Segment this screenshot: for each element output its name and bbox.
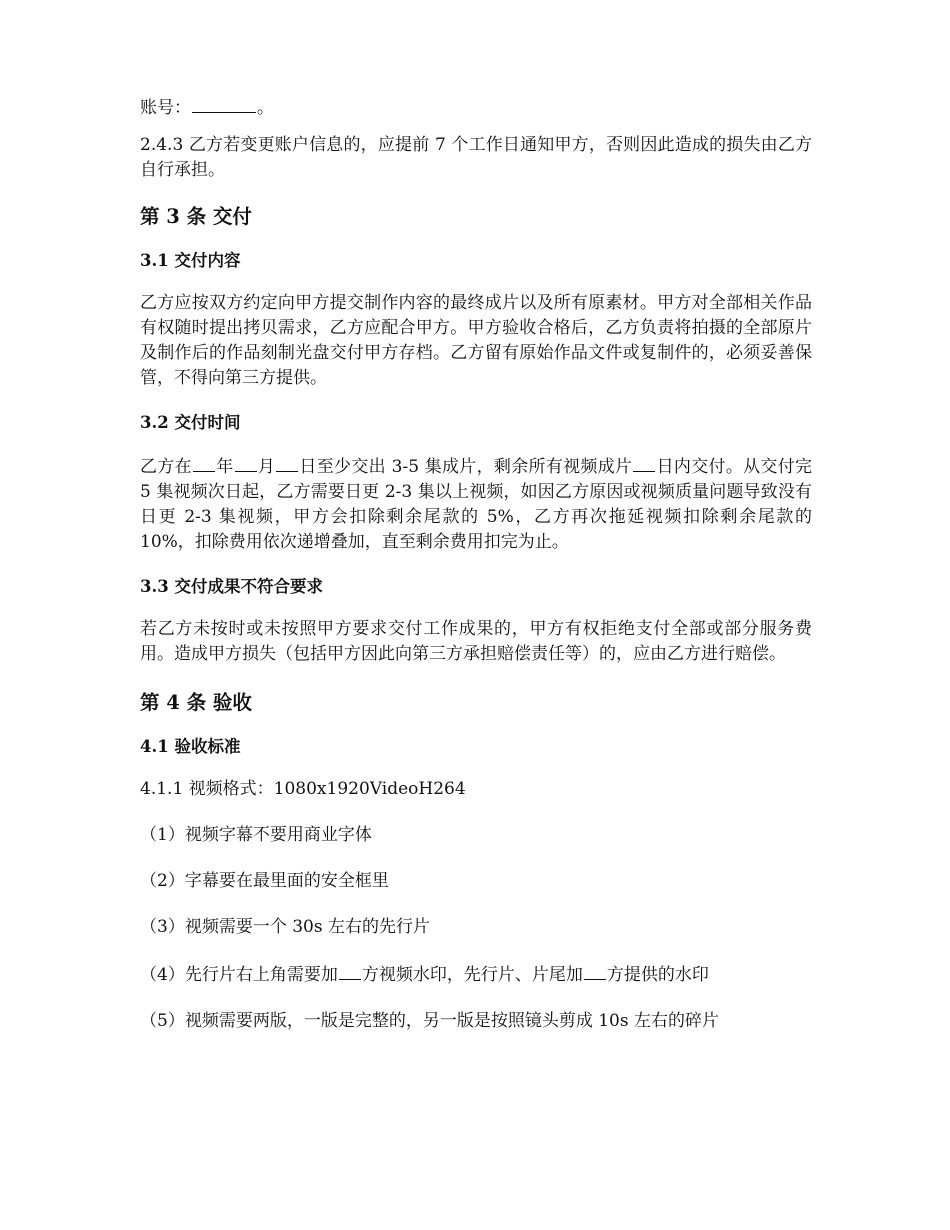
subsection-3-2-title: 3.2 交付时间	[140, 413, 241, 432]
text-fragment: 年	[215, 457, 234, 477]
text-fragment: 日内交付。从交付完 5 集视频次日起，乙方需要日更 2-3 集以上视频，如因乙方原因或视频质量问题导致没有日更 2-3 集视频，甲方会扣除剩余尾款的 5%，乙方再次拖延视频扣除剩余尾款的 10%，扣除费用依次递增叠加，直至剩余费用扣完为止。	[140, 457, 813, 552]
subsection-4-1-title: 4.1 验收标准	[140, 737, 241, 756]
list-item-1: （1）视频字幕不要用商业字体	[140, 825, 372, 845]
text-fragment: 月	[257, 457, 276, 477]
account-line	[140, 94, 812, 121]
subsection-3-1-title: 3.1 交付内容	[140, 251, 241, 270]
section-3-title: 第 3 条 交付	[140, 205, 252, 228]
text-fragment: 方视频水印，先行片、片尾加	[361, 965, 583, 985]
text-fragment: 日至少交出 3-5 集成片，剩余所有视频成片	[299, 457, 633, 477]
clause-2-4-3: 2.4.3 乙方若变更账户信息的，应提前 7 个工作日通知甲方，否则因此造成的损失由乙方自行承担。	[140, 135, 812, 180]
day-blank	[276, 453, 298, 472]
days-blank	[633, 453, 655, 472]
subsection-3-1-text: 乙方应按双方约定向甲方提交制作内容的最终成片以及所有原素材。甲方对全部相关作品有权随时提出拷贝需求，乙方应配合甲方。甲方验收合格后，乙方负责将拍摄的全部原片及制作后的作品刻制光盘交付甲方存档。乙方留有原始作品文件或复制件的，必须妥善保管，不得向第三方提供。	[140, 293, 812, 388]
watermark-party-blank	[339, 961, 361, 980]
list-item-4	[140, 961, 812, 988]
item-4-1-1: 4.1.1 视频格式：1080x1920VideoH264	[140, 779, 466, 799]
month-blank	[235, 453, 257, 472]
subsection-3-2-text	[140, 453, 812, 555]
account-end: 。	[257, 98, 274, 118]
section-4-title: 第 4 条 验收	[140, 691, 252, 714]
text-fragment: 方提供的水印	[606, 965, 709, 985]
text-fragment: 乙方在	[140, 457, 192, 477]
account-blank	[192, 94, 256, 113]
text-fragment: （4）先行片右上角需要加	[140, 965, 338, 985]
list-item-5: （5）视频需要两版，一版是完整的，另一版是按照镜头剪成 10s 左右的碎片	[140, 1011, 719, 1031]
provider-party-blank	[584, 961, 606, 980]
list-item-2: （2）字幕要在最里面的安全框里	[140, 871, 389, 891]
account-label: 账号：	[140, 98, 191, 118]
list-item-3: （3）视频需要一个 30s 左右的先行片	[140, 917, 430, 937]
subsection-3-3-text: 若乙方未按时或未按照甲方要求交付工作成果的，甲方有权拒绝支付全部或部分服务费用。造成甲方损失（包括甲方因此向第三方承担赔偿责任等）的，应由乙方进行赔偿。	[140, 619, 812, 664]
year-blank	[193, 453, 215, 472]
subsection-3-3-title: 3.3 交付成果不符合要求	[140, 577, 323, 596]
